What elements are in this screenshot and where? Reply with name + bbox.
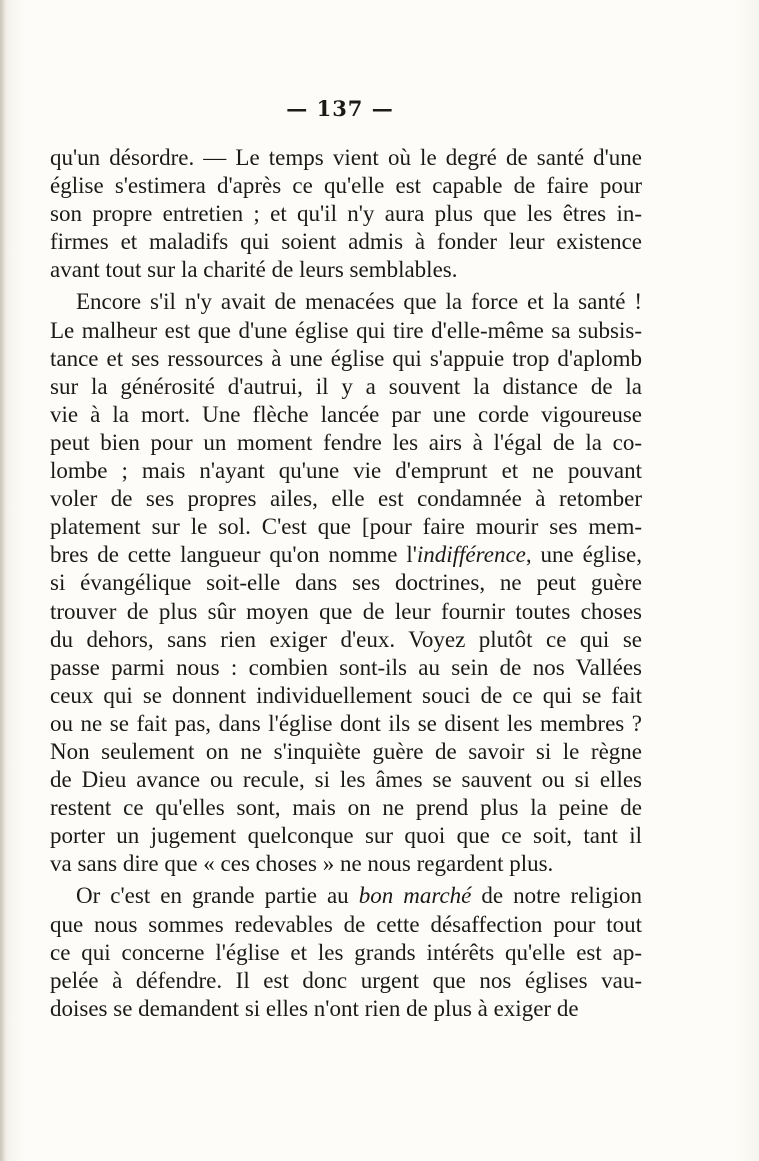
text-segment: Le malheur est que d'une église qui tire d'elle-même sa subsis- xyxy=(50,317,642,343)
text-segment: pelée à défendre. Il est donc urgent que nos églises vau- xyxy=(50,967,642,993)
text-line xyxy=(50,882,642,910)
text-segment: platement sur le sol. C'est que [pour faire mourir ses mem- xyxy=(50,514,642,540)
text-segment: porter un jugement quelconque sur quoi que ce soit, tant il xyxy=(50,823,642,849)
text-line xyxy=(50,317,642,345)
text-line xyxy=(50,682,642,710)
text-segment: Encore s'il n'y avait de menacées que la force et la santé ! xyxy=(76,289,642,315)
text-line xyxy=(50,995,642,1023)
text-segment: Or c'est en grande partie au xyxy=(76,883,359,909)
text-line xyxy=(50,288,642,316)
text-segment: vie à la mort. Une flèche lancée par une corde vigoureuse xyxy=(50,401,642,427)
italic-emphasis: indifférence xyxy=(416,542,526,568)
page-number: — 137 — xyxy=(286,96,394,121)
text-segment: doises se demandent si elles n'ont rien de plus à exiger de xyxy=(50,995,579,1021)
text-line xyxy=(50,228,642,256)
text-line xyxy=(50,967,642,995)
text-segment: de Dieu avance ou recule, si les âmes se sauvent ou si elles xyxy=(50,767,642,793)
text-segment: peut bien pour un moment fendre les airs à l'égal de la co- xyxy=(50,429,642,455)
text-segment: avant tout sur la charité de leurs semblables. xyxy=(50,257,458,283)
text-segment: sur la générosité d'autrui, il y a souvent la distance de la xyxy=(50,373,642,399)
text-line xyxy=(50,569,642,597)
text-segment: passe parmi nous : combien sont-ils au sein de nos Vallées xyxy=(50,654,642,680)
text-line xyxy=(50,457,642,485)
text-segment: que nous sommes redevables de cette désaffection pour tout xyxy=(50,911,642,937)
text-line xyxy=(50,256,642,284)
text-segment: son propre entretien ; et qu'il n'y aura plus que les êtres in- xyxy=(50,201,642,227)
text-segment: voler de ses propres ailes, elle est condamnée à retomber xyxy=(50,486,642,512)
paragraph xyxy=(50,144,642,284)
text-segment: si évangélique soit-elle dans ses doctrines, ne peut guère xyxy=(50,570,642,596)
paragraph xyxy=(50,288,642,878)
text-segment: firmes et maladifs qui soient admis à fonder leur existence xyxy=(50,229,642,255)
text-line xyxy=(50,911,642,939)
text-segment: tance et ses ressources à une église qui s'appuie trop d'aplomb xyxy=(50,345,642,371)
text-line xyxy=(50,401,642,429)
page-edge-shadow xyxy=(0,0,6,1161)
text-line xyxy=(50,144,642,172)
italic-emphasis: bon marché xyxy=(358,883,472,909)
paragraph xyxy=(50,882,642,1022)
text-line xyxy=(50,172,642,200)
text-line xyxy=(50,373,642,401)
text-line xyxy=(50,710,642,738)
text-segment: restent ce qu'elles sont, mais on ne prend plus la peine de xyxy=(50,795,642,821)
text-segment: trouver de plus sûr moyen que de leur fournir toutes choses xyxy=(50,598,642,624)
text-line xyxy=(50,513,642,541)
text-segment: ceux qui se donnent individuellement souci de ce qui se fait xyxy=(50,682,642,708)
body-text xyxy=(50,144,642,1023)
text-line xyxy=(50,794,642,822)
text-segment: , une église, xyxy=(525,542,642,568)
text-line xyxy=(50,654,642,682)
text-line xyxy=(50,598,642,626)
text-line xyxy=(50,626,642,654)
text-segment: ou ne se fait pas, dans l'église dont ils se disent les membres ? xyxy=(50,710,642,736)
text-segment: bres de cette langueur qu'on nomme l' xyxy=(50,542,417,568)
text-segment: du dehors, sans rien exiger d'eux. Voyez plutôt ce qui se xyxy=(50,626,642,652)
text-segment: qu'un désordre. — Le temps vient où le degré de santé d'une xyxy=(50,145,642,170)
text-segment: ce qui concerne l'église et les grands intérêts qu'elle est ap- xyxy=(50,939,642,965)
text-segment: lombe ; mais n'ayant qu'une vie d'emprunt et ne pouvant xyxy=(50,458,642,484)
text-line xyxy=(50,939,642,967)
text-line xyxy=(50,738,642,766)
text-line xyxy=(50,485,642,513)
text-line xyxy=(50,200,642,228)
text-segment: église s'estimera d'après ce qu'elle est capable de faire pour xyxy=(50,173,642,199)
text-segment: de notre religion xyxy=(471,883,642,909)
text-line xyxy=(50,766,642,794)
text-segment: Non seulement on ne s'inquiète guère de savoir si le règne xyxy=(50,738,642,764)
text-line xyxy=(50,822,642,850)
text-line xyxy=(50,429,642,457)
text-line xyxy=(50,541,642,569)
text-line xyxy=(50,850,642,878)
text-line xyxy=(50,345,642,373)
text-segment: va sans dire que « ces choses » ne nous regardent plus. xyxy=(50,851,554,877)
